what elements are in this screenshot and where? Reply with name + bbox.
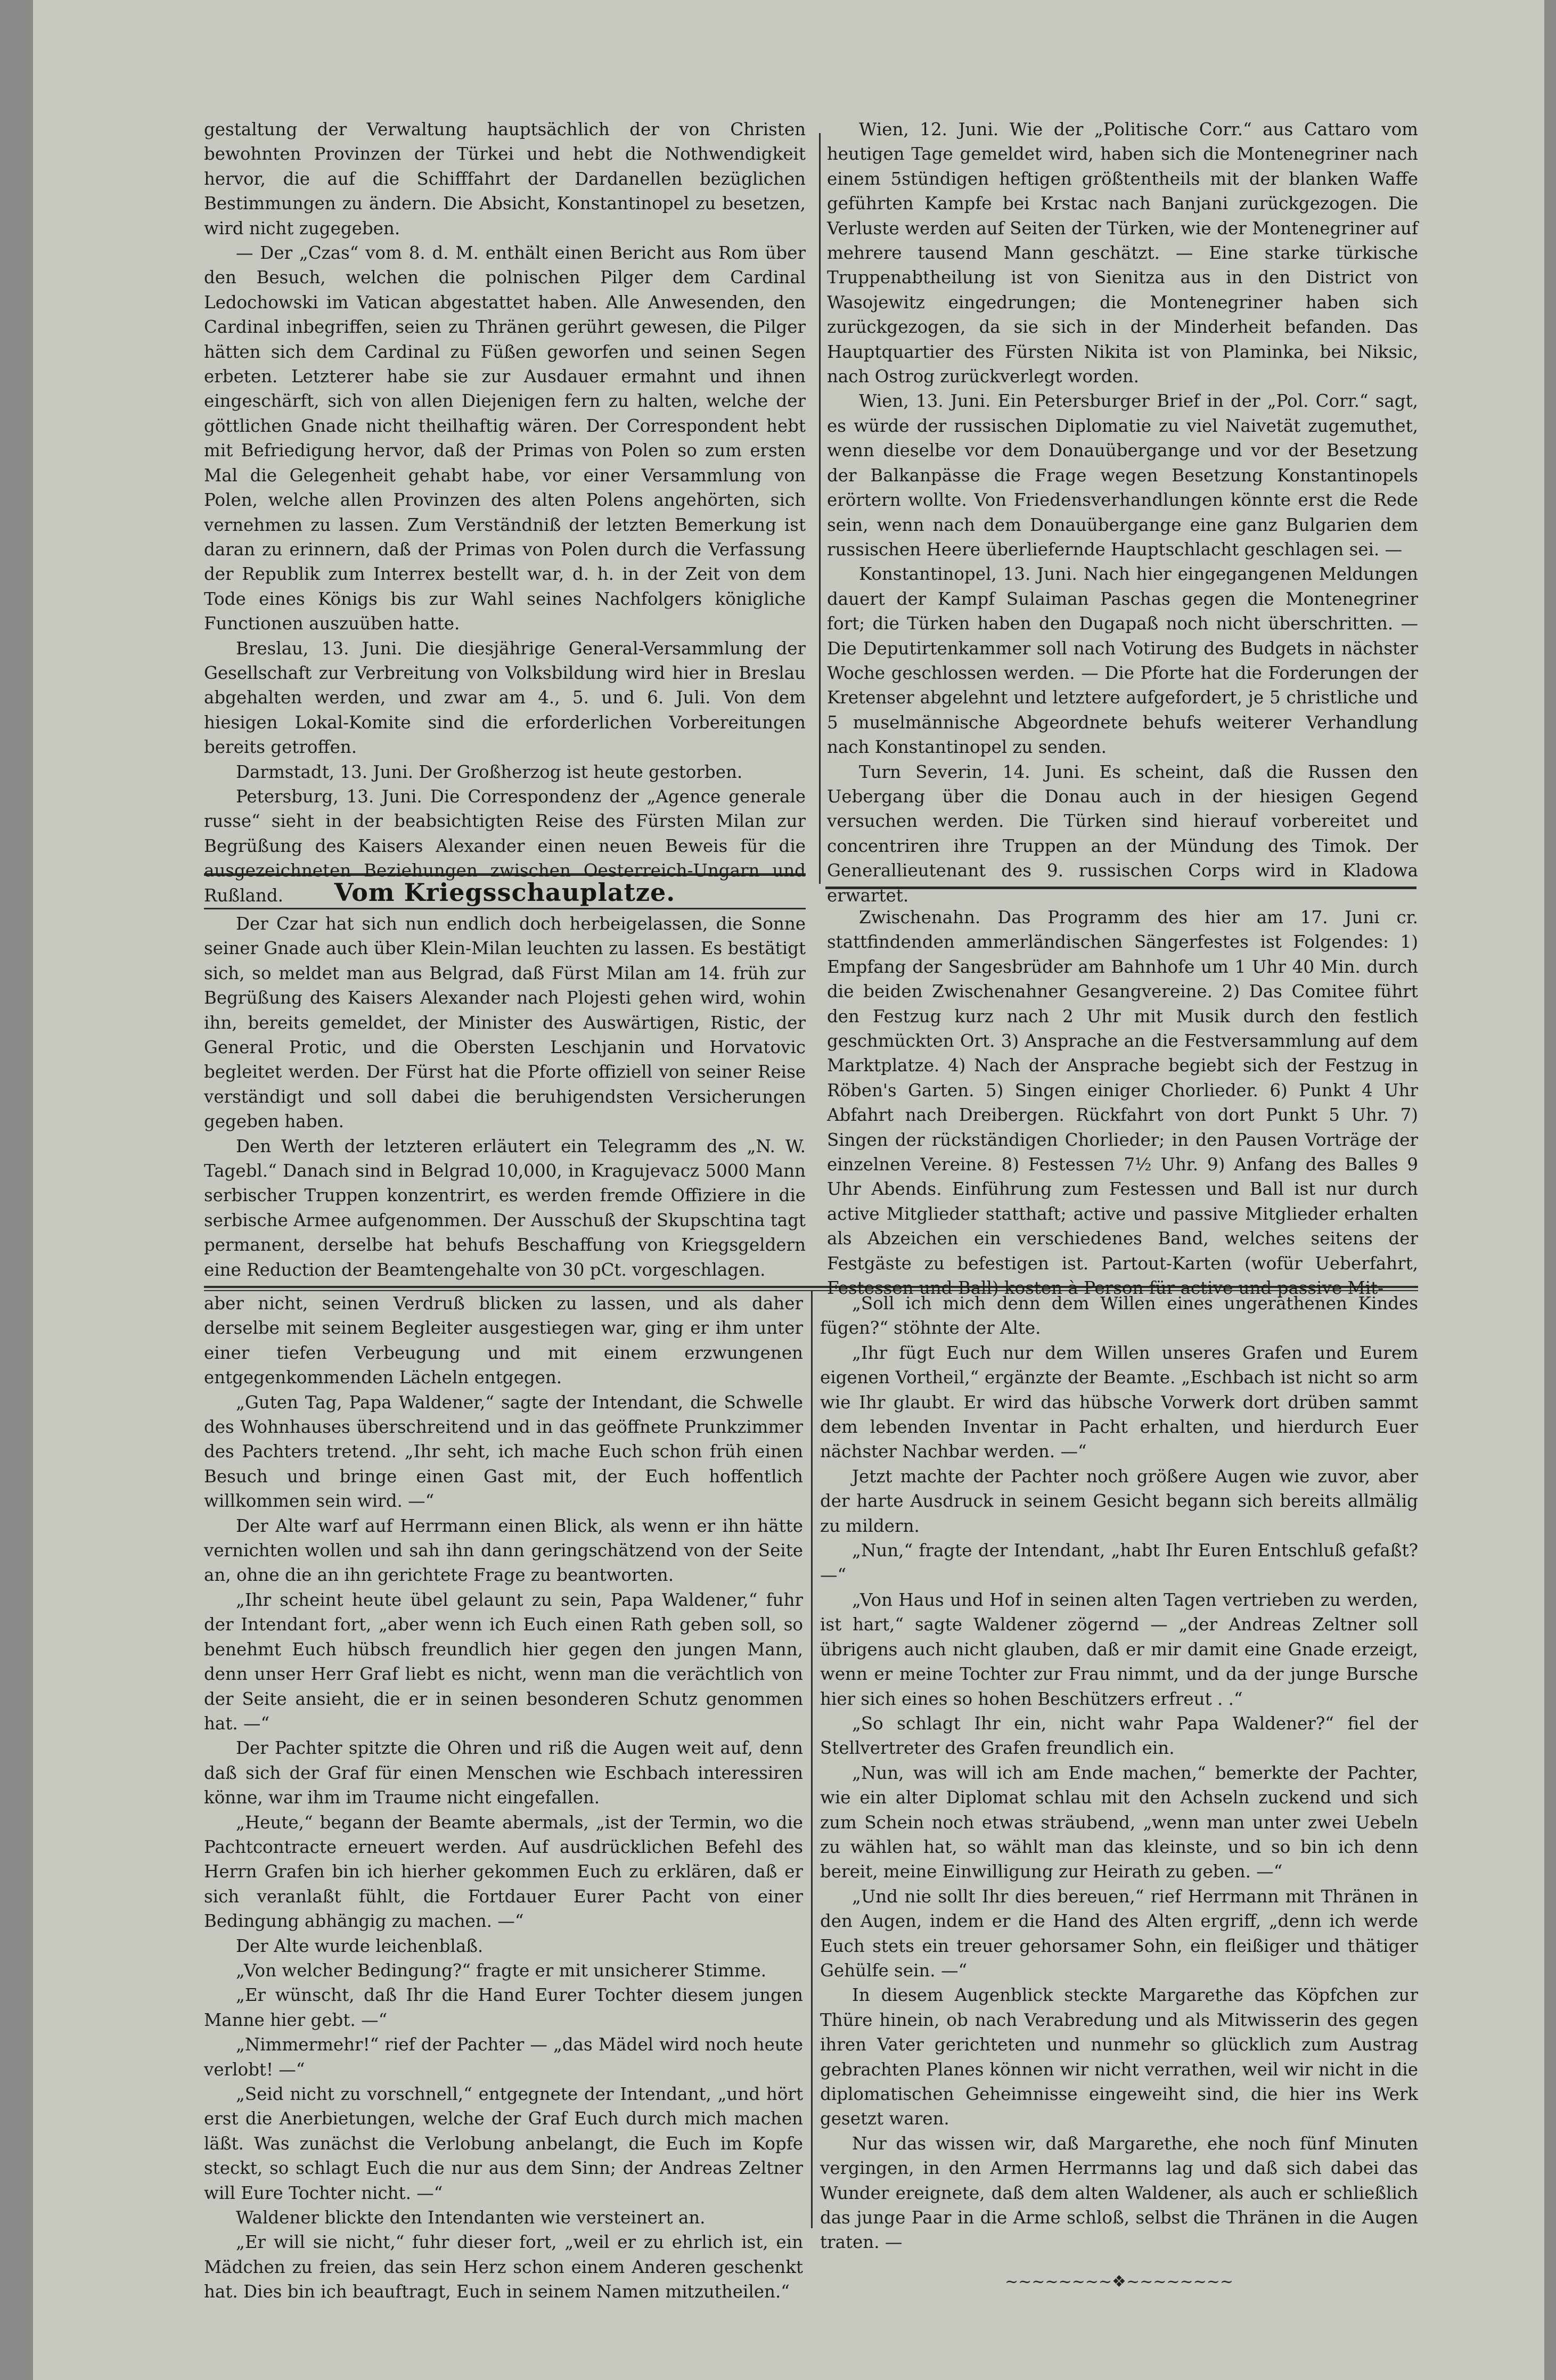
- story-paragraph: „Nun,“ fragte der Intendant, „habt Ihr Euren Entschluß gefaßt? —“: [820, 1540, 1418, 1586]
- story-paragraph: „Ihr fügt Euch nur dem Willen unseres Grafen und Eurem eigenen Vortheil,“ ergänzte der Beamte. „Eschbach ist nicht so arm wie Ihr glaubt. Er wird das hübsche Vorwerk dort drüben sammt dem lebenden Inventar in Pacht erhalten, und hierdurch Euer nächster Nachbar werden. —“: [820, 1342, 1418, 1462]
- story-paragraph: „Von Haus und Hof in seinen alten Tagen vertrieben zu werden, ist hart,“ sagte Waldener zögernd — „der Andreas Zeltner soll übrigens auch nicht glauben, daß er mir damit eine Gnade erzeigt, wenn er meine Tochter zur Frau nimmt, und da der junge Bursche hier sich eines so hohen Beschützers erfreut . .“: [820, 1589, 1418, 1709]
- story-paragraph: Jetzt machte der Pachter noch größere Augen wie zuvor, aber der harte Ausdruck in seinem Gesicht begann sich bereits allmälig zu mildern.: [820, 1466, 1418, 1536]
- story-column-left: [204, 1291, 803, 2304]
- news-paragraph: Petersburg, 13. Juni. Die Correspondenz der „Agence generale russe“ sieht in der beabsichtigten Reise des Fürsten Milan zur Begrüßung des Kaisers Alexander einen neuen Beweis für die ausgezeichneten Beziehungen zwischen Oesterreich-Ungarn und Rußland.: [204, 786, 806, 906]
- news-paragraph: Der Czar hat sich nun endlich doch herbeigelassen, die Sonne seiner Gnade auch über Klein-Milan leuchten zu lassen. Es bestätigt sich, so meldet man aus Belgrad, daß Fürst Milan am 14. früh zur Begrüßung des Kaisers Alexander nach Plojesti gehen wird, wohin ihn, bereits gemeldet, der Minister des Auswärtigen, Ristic, der General Protic, und die Obersten Leschjanin und Horvatovic begleitet werden. Der Fürst hat die Pforte offiziell von seiner Reise verständigt und soll dabei die beruhigendsten Versicherungen gegeben haben.: [204, 914, 806, 1132]
- story-paragraph: Waldener blickte den Intendanten wie versteinert an.: [236, 2207, 706, 2228]
- story-column-right: [820, 1291, 1418, 2294]
- news-paragraph: Turn Severin, 14. Juni. Es scheint, daß die Russen den Uebergang über die Donau auch in der hiesigen Gegend versuchen werden. Die Türken sind hierauf vorbereitet und concentriren ihre Truppen an der Mündung des Timok. Der Generallieutenant des 9. russischen Corps wird in Kladowa erwartet.: [827, 761, 1418, 906]
- story-paragraph: „So schlagt Ihr ein, nicht wahr Papa Waldener?“ fiel der Stellvertreter des Grafen freundlich ein.: [820, 1713, 1418, 1759]
- story-paragraph: aber nicht, seinen Verdruß blicken zu lassen, und als daher derselbe mit seinem Begleiter ausgestiegen war, ging er ihm unter einer tiefen Verbeugung und mit einem erzwungenen entgegenkommenden Lächeln entgegen.: [204, 1293, 803, 1388]
- story-paragraph: „Heute,“ begann der Beamte abermals, „ist der Termin, wo die Pachtcontracte erneuert werden. Auf ausdrücklichen Befehl des Herrn Grafen bin ich hierher gekommen Euch zu erklären, daß er sich veranlaßt fühlt, die Fortdauer Eurer Pacht von einer Bedingung abhängig zu machen. —“: [204, 1812, 803, 1932]
- story-paragraph: In diesem Augenblick steckte Margarethe das Köpfchen zur Thüre hinein, ob nach Verabredung und als Mitwisserin des gegen ihren Vater gerichteten und nunmehr so glücklich zum Austrag gebrachten Planes können wir nicht verrathen, weil wir nicht in die diplomatischen Geheimnisse eingeweiht sind, die hier ins Werk gesetzt waren.: [820, 1985, 1418, 2129]
- section-headline: Vom Kriegsschauplatze.: [334, 878, 676, 907]
- news-column-top-right: [827, 117, 1418, 908]
- story-paragraph: „Guten Tag, Papa Waldener,“ sagte der Intendant, die Schwelle des Wohnhauses überschreitend und in das geöffnete Prunkzimmer des Pachters tretend. „Ihr seht, ich mache Euch schon früh einen Besuch und bringe einen Gast mit, der Euch hoffentlich willkommen sein wird. —“: [204, 1392, 803, 1512]
- news-paragraph: Den Werth der letzteren erläutert ein Telegramm des „N. W. Tagebl.“ Danach sind in Belgrad 10,000, in Kragujevacz 5000 Mann serbischer Truppen konzentrirt, es werden fremde Offiziere in die serbische Armee aufgenommen. Der Ausschuß der Skupschtina tagt permanent, derselbe hat behufs Beschaffung von Kriegsgeldern eine Reduction der Beamtengehalte von 30 pCt. vorgeschlagen.: [204, 1136, 806, 1280]
- story-paragraph: Der Pachter spitzte die Ohren und riß die Augen weit auf, denn daß sich der Graf für einen Menschen wie Eschbach interessiren könne, war ihm im Traume nicht eingefallen.: [204, 1738, 803, 1808]
- story-paragraph: Der Alte warf auf Herrmann einen Blick, als wenn er ihn hätte vernichten wollen und sah ihn dann geringschätzend von der Seite an, ohne die an ihn gerichtete Frage zu beantworten.: [204, 1515, 803, 1586]
- story-paragraph: Nur das wissen wir, daß Margarethe, ehe noch fünf Minuten vergingen, in den Armen Herrmanns lag und daß sich dabei das Wunder ereignete, daß dem alten Waldener, als auch er schließlich das junge Paar in die Arme schloß, selbst die Thränen in die Augen traten. —: [820, 2133, 1418, 2253]
- news-paragraph: Konstantinopel, 13. Juni. Nach hier eingegangenen Meldungen dauert der Kampf Sulaiman Paschas gegen die Montenegriner fort; die Türken haben den Dugapaß noch nicht überschritten. — Die Deputirtenkammer soll nach Votirung des Budgets in nächster Woche geschlossen werden. — Die Pforte hat die Forderungen der Kretenser abgelehnt und letztere aufgefordert, je 5 christliche und 5 muselmännische Abgeordnete behufs weiterer Verhandlung nach Konstantinopel zu senden.: [827, 564, 1418, 758]
- column-divider-top: [819, 133, 821, 884]
- news-paragraph: Darmstadt, 13. Juni. Der Großherzog ist heute gestorben.: [236, 761, 743, 782]
- story-paragraph: Der Alte wurde leichenblaß.: [236, 1935, 484, 1956]
- story-paragraph: „Nimmermehr!“ rief der Pachter — „das Mädel wird noch heute verlobt! —“: [204, 2034, 803, 2080]
- story-paragraph: „Er will sie nicht,“ fuhr dieser fort, „weil er zu ehrlich ist, ein Mädchen zu freien, das sein Herz schon einem Anderen geschenkt hat. Dies bin ich beauftragt, Euch in seinem Namen mitzutheilen.“: [204, 2232, 803, 2302]
- news-column-top-left: [204, 117, 806, 908]
- story-paragraph: „Von welcher Bedingung?“ fragte er mit unsicherer Stimme.: [236, 1960, 767, 1981]
- column-divider-bottom: [811, 1291, 813, 2228]
- news-paragraph: Wien, 13. Juni. Ein Petersburger Brief in der „Pol. Corr.“ sagt, es würde der russischen Diplomatie zu viel Naivetät zugemuthet, wenn dieselbe vor dem Donauübergange und vor der Besetzung der Balkanpässe die Frage wegen Besetzung Konstantinopels erörtern wollte. Von Friedensverhandlungen könnte erst die Rede sein, wenn nach dem Donauübergange eine ganz Bulgarien dem russischen Heere überliefernde Hauptschlacht geschlagen sei. —: [827, 391, 1418, 560]
- story-paragraph: „Soll ich mich denn dem Willen eines ungerathenen Kindes fügen?“ stöhnte der Alte.: [820, 1293, 1418, 1339]
- news-paragraph: Zwischenahn. Das Programm des hier am 17. Juni cr. stattfindenden ammerländischen Sängerfestes ist Folgendes: 1) Empfang der Sangesbrüder am Bahnhofe um 1 Uhr 40 Min. durch die beiden Zwischenahner Gesangvereine. 2) Das Comitee führt den Festzug kurz nach 2 Uhr mit Musik durch den festlich geschmückten Ort. 3) Ansprache an die Festversammlung auf dem Marktplatze. 4) Nach der Ansprache begiebt sich der Festzug in Röben's Garten. 5) Singen einiger Chorlieder. 6) Punkt 4 Uhr Abfahrt nach Dreibergen. Rückfahrt von dort Punkt 5 Uhr. 7) Singen der rückständigen Chorlieder; in den Pausen Vorträge der einzelnen Vereine. 8) Festessen 7½ Uhr. 9) Anfang des Balles 9 Uhr Abends. Einführung zum Festessen und Ball ist nur durch active Mitglieder statthaft; active und passive Mitglieder erhalten als Abzeichen ein verschiedenes Band, welches seitens der Festgäste zu befestigen ist. Partout-Karten (wofür Ueberfahrt, Festessen und Ball) kosten à Person für active und passive Mit-: [827, 907, 1418, 1299]
- story-paragraph: „Nun, was will ich am Ende machen,“ bemerkte der Pachter, wie ein alter Diplomat schlau mit den Achseln zuckend und sich zum Schein noch etwas sträubend, „wenn man unter zwei Uebeln zu wählen hat, so wählt man das kleinste, und so bin ich denn bereit, meine Einwilligung zur Heirath zu geben. —“: [820, 1762, 1418, 1882]
- story-paragraph: „Seid nicht zu vorschnell,“ entgegnete der Intendant, „und hört erst die Anerbietungen, welche der Graf Euch durch mich machen läßt. Was zunächst die Verlobung anbelangt, die Euch im Kopfe steckt, so schlagt Euch die nur aus dem Sinn; der Andreas Zeltner will Eure Tochter nicht. —“: [204, 2084, 803, 2203]
- story-paragraph: „Ihr scheint heute übel gelaunt zu sein, Papa Waldener,“ fuhr der Intendant fort, „aber wenn ich Euch einen Rath geben soll, so benehmt Euch hübsch freundlich hier gegen den jungen Mann, denn unser Herr Graf liebt es nicht, wenn man die verächtlich von der Seite ansieht, die er in seinen besonderen Schutz genommen hat. —“: [204, 1589, 803, 1734]
- news-paragraph: Breslau, 13. Juni. Die diesjährige General-Versammlung der Gesellschaft zur Verbreitung von Volksbildung wird hier in Breslau abgehalten werden, und zwar am 4., 5. und 6. Juli. Von dem hiesigen Lokal-Komite sind die erforderlichen Vorbereitungen bereits getroffen.: [204, 638, 806, 758]
- rule-below-headline: [204, 908, 806, 909]
- ornament-divider: ~~~~~~~~❖~~~~~~~~: [1004, 2272, 1234, 2291]
- local-news-column: [827, 905, 1418, 1301]
- war-column: [204, 912, 806, 1282]
- news-paragraph: gestaltung der Verwaltung hauptsächlich der von Christen bewohnten Provinzen der Türkei und hebt die Nothwendigkeit hervor, die auf die Schifffahrt der Dardanellen bezüglichen Bestimmungen zu ändern. Die Absicht, Konstantinopel zu besetzen, wird nicht zugegeben.: [204, 119, 806, 239]
- story-paragraph: „Und nie sollt Ihr dies bereuen,“ rief Herrmann mit Thränen in den Augen, indem er die Hand des Alten ergriff, „denn ich werde Euch stets ein treuer gehorsamer Sohn, ein fleißiger und thätiger Gehülfe sein. —“: [820, 1886, 1418, 1981]
- story-paragraph: „Er wünscht, daß Ihr die Hand Eurer Tochter diesem jungen Manne hier gebt. —“: [204, 1985, 803, 2030]
- news-paragraph: — Der „Czas“ vom 8. d. M. enthält einen Bericht aus Rom über den Besuch, welchen die polnischen Pilger dem Cardinal Ledochowski im Vatican abgestattet haben. Alle Anwesenden, den Cardinal inbegriffen, seien zu Thränen gerührt gewesen, die Pilger hätten sich dem Cardinal zu Füßen geworfen und seinen Segen erbeten. Letzterer habe sie zur Ausdauer ermahnt und ihnen eingeschärft, sich von allen Diejenigen fern zu halten, welche der göttlichen Gnade nicht theilhaftig wären. Der Correspondent hebt mit Befriedigung hervor, daß der Primas von Polen so zum ersten Mal die Gelegenheit gehabt habe, vor einer Versammlung von Polen, welche allen Provinzen des alten Polens angehörten, sich vernehmen zu lassen. Zum Verständniß der letzten Bemerkung ist daran zu erinnern, daß der Primas von Polen durch die Verfassung der Republik zum Interrex bestellt war, d. h. in der Zeit von dem Tode eines Königs bis zur Wahl seines Nachfolgers königliche Functionen auszuüben hatte.: [204, 243, 806, 634]
- news-paragraph: Wien, 12. Juni. Wie der „Politische Corr.“ aus Cattaro vom heutigen Tage gemeldet wird, haben sich die Montenegriner nach einem 5stündigen heftigen größtentheils mit der blanken Waffe geführten Kampfe bei Krstac nach Banjani zurückgezogen. Die Verluste werden auf Seiten der Türken, wie der Montenegriner auf mehrere tausend Mann geschätzt. — Eine starke türkische Truppenabtheilung ist von Sienitza aus in den District von Wasojewitz eingedrungen; die Montenegriner haben sich zurückgezogen, da sie sich in der Minderheit befanden. Das Hauptquartier des Fürsten Nikita ist von Plaminka, bei Niksic, nach Ostrog zurückverlegt worden.: [827, 119, 1418, 387]
